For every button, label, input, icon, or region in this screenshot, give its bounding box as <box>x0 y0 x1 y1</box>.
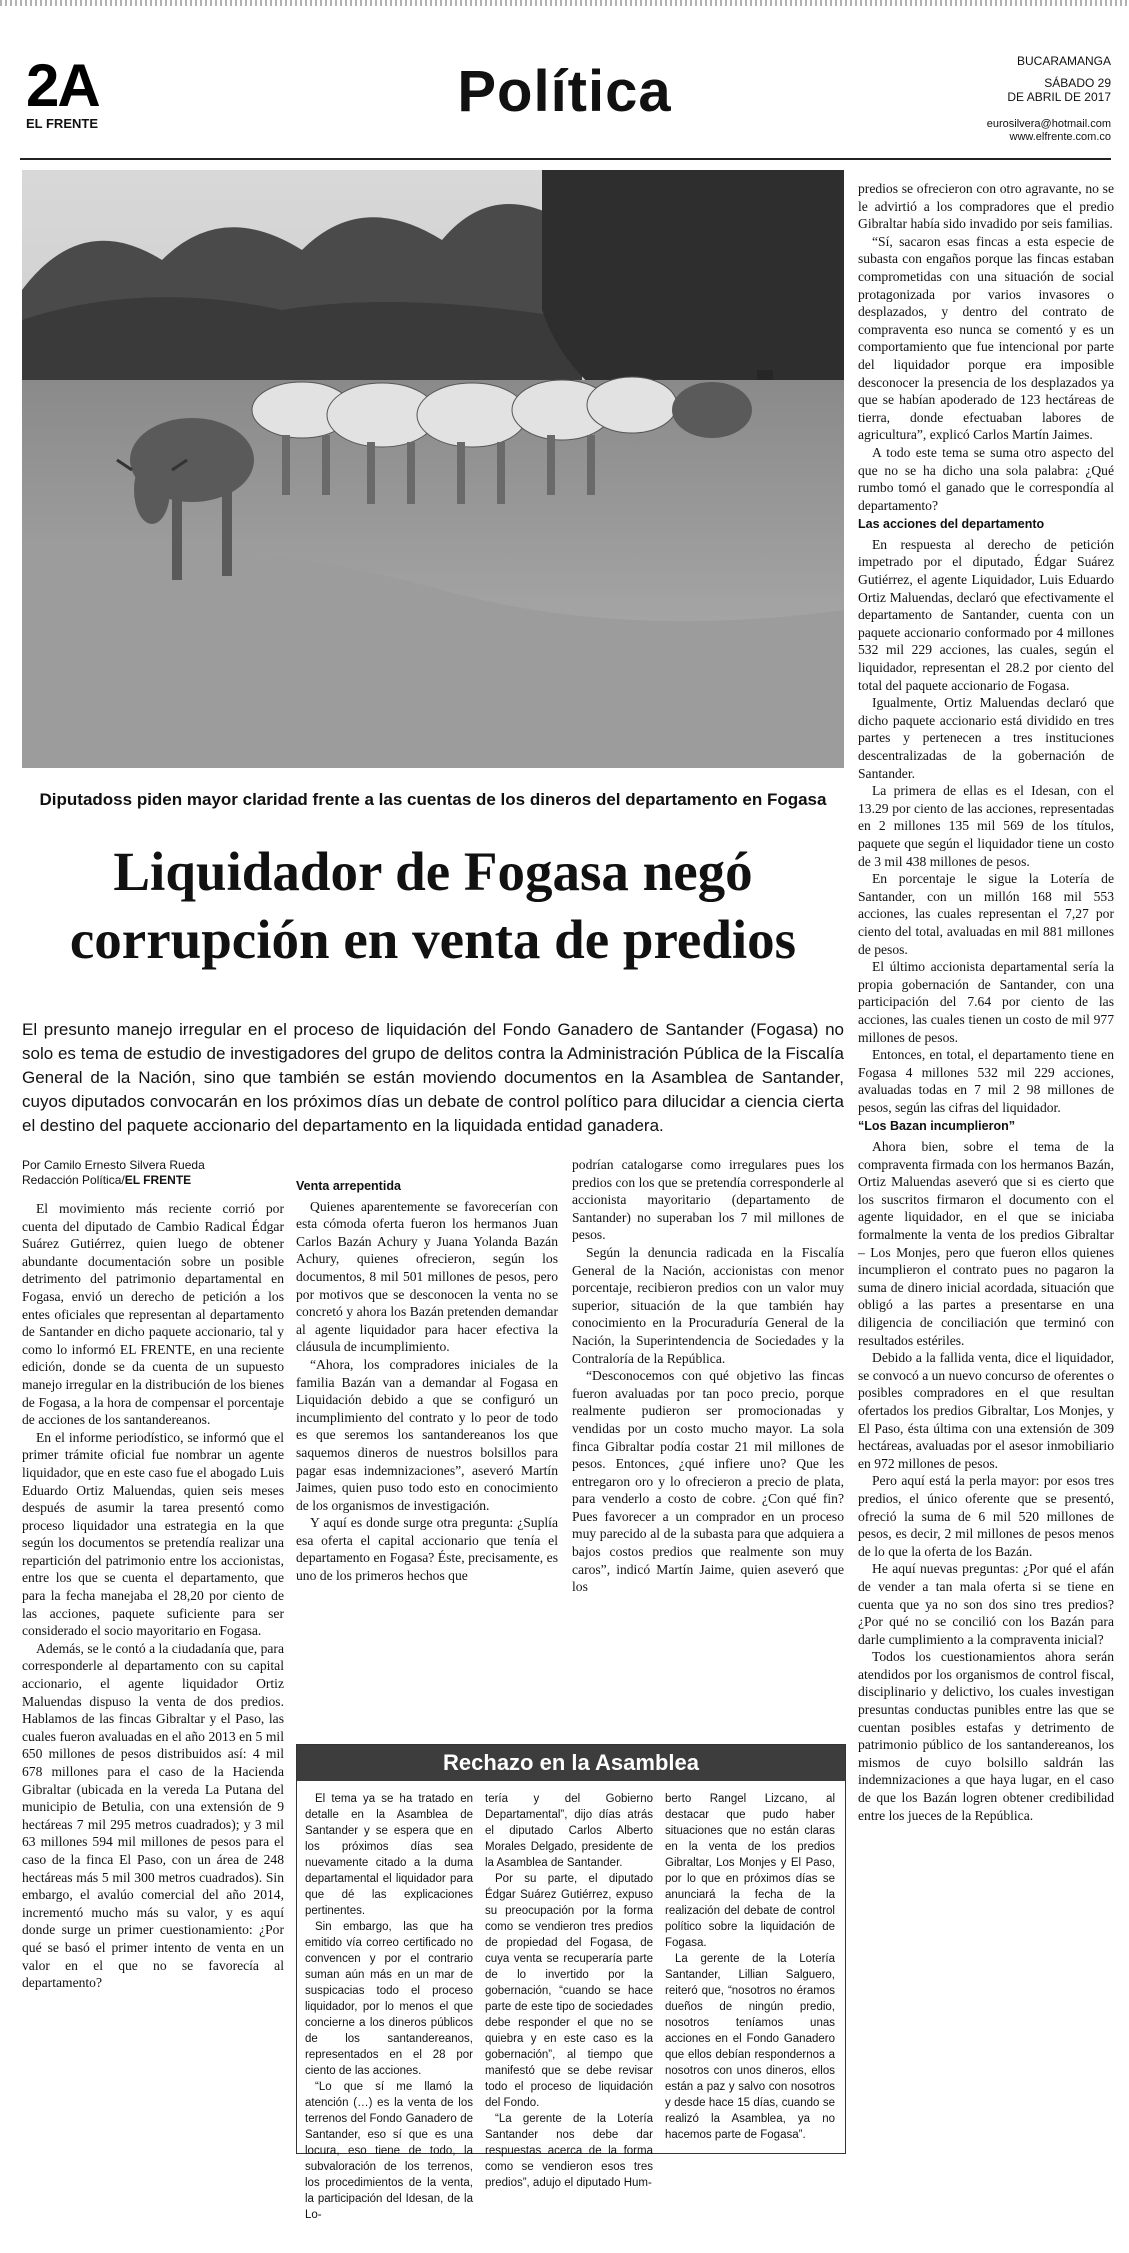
byline-paper: EL FRENTE <box>124 1173 192 1187</box>
contact-website: www.elfrente.com.co <box>1009 131 1111 143</box>
paragraph: En porcentaje le sigue la Lotería de Santander, con un millón 168 mil 553 acciones, las cuales representan el 7,27 por ciento del total, avaluadas en mil 881 millones de pesos. <box>858 871 1114 957</box>
sidebar-box <box>296 1744 846 2221</box>
paragraph: “Sí, sacaron esas fincas a esta especie de subasta con engaños porque las fincas estaban comprometidas con una situación de social protagonizada por varios invasores o desplazados, y dentro del contrato de compraventa eso nunca se comentó y es un comportamiento que fue intencional por parte del liquidador porque era imposible desconocer la presencia de los desplazados ya que se habían apoderado de 123 hectáreas de tierra, donde efectuaban labores de agricultura”, explicó Carlos Martín Jaimes. <box>858 233 1114 443</box>
article-headline: Liquidador de Fogasa negó corrupción en venta de predios <box>69 841 797 970</box>
article-column-3 <box>572 1156 844 1736</box>
paragraph: Según la denuncia radicada en la Fiscalía General de la Nación, accionistas con menor porcentaje, recibieron predios con un valor muy superior, situación de la que también hay conocimiento en la Procuraduría General de la Nación, la Superintendencia de Sociedades y la Contraloría de la República. <box>572 1244 844 1366</box>
paragraph: Todos los cuestionamientos ahora serán atendidos por los organismos de control fiscal, disciplinario y delictivo, los cuales investigan presuntas conductas punibles entre las que se cuentan posibles estafas y detrimento de patrimonio público de los santandereanos, los mismos de cuyo bolsillo saldrán las indemnizaciones a que haya lugar, en el caso de que los Bazán logren obtener credibilidad entre los jueces de la República. <box>858 1649 1114 1823</box>
paragraph: Sin embargo, las que ha emitido vía correo certificado no convencen y por el contrario suman aún más en un mar de suspicacias todo el proceso liquidador, por lo menos el que concierne a los dineros públicos de los santandereanos, representados en el 28 por ciento de las acciones. <box>305 1921 473 2077</box>
paragraph: predios se ofrecieron con otro agravante, no se le advirtió a los compradores que el predio Gibraltar había sido invadido por seis familias. <box>858 181 1114 232</box>
sidebar-column-1 <box>305 1791 473 2221</box>
paragraph: Debido a la fallida venta, dice el liquidador, se convocó a un nuevo concurso de oferentes o posibles compradores en el que resultan ofertados los predios Gibraltar, Los Monjes, y El Paso, ésta última con una extensión de 309 hectáreas, avaluadas por el asesor inmobiliario en 972 millones de pesos. <box>858 1350 1114 1471</box>
byline-desk: Redacción Política/ <box>22 1173 125 1187</box>
section-title: Política <box>457 59 672 124</box>
city: BUCARAMANGA <box>1016 54 1111 68</box>
article-lead: El presunto manejo irregular en el proceso de liquidación del Fondo Ganadero de Santander (Fogasa) no solo es tema de estudio de investigadores del grupo de delitos contra la Administración Pública de la Fiscalía General de la Nación, sino que también se están moviendo documentos en la Asamblea de Santander, cuyos diputados convocarán en los próximos días un debate de control político para dilucidar a ciencia cierta el destino del paquete accionario del departamento en la liquidada entidad ganadera. <box>22 1020 844 1135</box>
paragraph: He aquí nuevas preguntas: ¿Por qué el afán de vender a tan mala oferta si se tiene en cuenta que ya no son dos sino tres predios? ¿Por qué no se concilió con los Bazán para darle cumplimiento a la compraventa inicial? <box>858 1561 1114 1647</box>
byline <box>22 1158 205 1188</box>
paragraph: Entonces, en total, el departamento tiene en Fogasa 4 millones 532 mil 229 acciones, avaluadas todas en 7 mil 2 98 millones de pesos, según las cifras del liquidador. <box>858 1047 1114 1115</box>
header-rule <box>20 158 1111 160</box>
article-column-1 <box>22 1200 284 2120</box>
article-kicker: Diputadoss piden mayor claridad frente a las cuentas de los dineros del departamento en Fogasa <box>39 790 827 809</box>
dateline <box>1007 54 1111 104</box>
paragraph: berto Rangel Lizcano, al destacar que pudo haber situaciones que no están claras en la venta de los predios Gibraltar, Los Monjes y El Paso, por lo que en próximos días se anunciará la fecha de la realización del debate de control político sobre la liquidación de Fogasa. <box>665 1793 835 1949</box>
byline-author: Por Camilo Ernesto Silvera Rueda <box>22 1158 205 1172</box>
paragraph: “Desconocemos con qué objetivo las fincas fueron avaluadas por tan poco precio, porque realmente pudieron ser promocionadas y vendidas por un costo mucho mayor. La sola finca Gibraltar podía costar 21 mil millones de pesos. Entonces, ¿qué infiere uno? Que les entregaron oro y lo ofrecieron a precio de plata, para venderlo a costo de cobre. ¿Con qué fin? Pues favorecer a un comprador en un proceso muy parecido al de la subasta para que adquiera a bajos costos predios que realmente son muy caros”, indicó Martín Jaime, quien aseveró que los <box>572 1368 844 1595</box>
subheading-venta-arrepentida: Venta arrepentida <box>296 1179 401 1193</box>
paragraph: “Ahora, los compradores iniciales de la familia Bazán van a demandar al Fogasa en Liquidación debido a que se configuró un incumplimiento del contrato y lo peor de todo es que seremos los santandereanos los que saquemos dineros de nuestros bolsillos para pagar esas indemnizaciones”, aseveró Martín Jaimes, quien puso todo esto en conocimiento de los organismos de investigación. <box>296 1356 558 1513</box>
crop-marks <box>0 0 1129 6</box>
paragraph: Y aquí es donde surge otra pregunta: ¿Suplía esa oferta el capital accionario que tenía el departamento en Fogasa? Éste, precisamente, es uno de los primeros hechos que <box>296 1515 558 1584</box>
paragraph: Igualmente, Ortiz Maluendas declaró que dicho paquete accionario está dividido en tres partes y pertenecen a tres instituciones descentralizadas de la gobernación de Santander. <box>858 695 1114 781</box>
paragraph: Ahora bien, sobre el tema de la compraventa firmada con los hermanos Bazán, Ortiz Maluendas aseveró que si es cierto que los suscritos firmaron el documento con el agente liquidador, en el que se iniciaba formalmente la venta de los predios Gibraltar – Los Monjes, pero que fueron ellos quienes incumplieron el contrato pues no pagaron la suma de dinero inicial acordada, situación que obligó a las partes a presentarse en una diligencia de conciliación que terminó con resultados estériles. <box>858 1139 1114 1348</box>
contact-email: eurosilvera@hotmail.com <box>986 118 1111 130</box>
paragraph: El tema ya se ha tratado en detalle en la Asamblea de Santander y se espera que en los próximos días sea nuevamente citado a la duma departamental el liquidador para que dé las explicaciones pertinentes. <box>305 1793 473 1917</box>
paragraph: tería y del Gobierno Departamental”, dijo días atrás el diputado Carlos Alberto Morales Delgado, presidente de la Asamblea de Santander. <box>485 1793 653 1869</box>
subheading-acciones: Las acciones del departamento <box>858 517 1045 532</box>
contact-info <box>987 118 1111 144</box>
article-column-2 <box>296 1176 558 1736</box>
sidebar-column-2 <box>485 1791 653 2189</box>
paragraph: Pero aquí está la perla mayor: por esos tres predios, el único oferente que se presentó, ofreció la suma de 6 mil 520 millones de pesos, es decir, 2 mil millones de pesos menos de lo que la oferta de los Bazán. <box>858 1473 1114 1559</box>
paragraph: Además, se le contó a la ciudadanía que, para corresponderle al departamento con su capital accionario, el agente liquidador Ortiz Maluendas dispuso la venta de dos predios. Hablamos de las fincas Gibraltar y el Paso, las cuales fueron avaluadas en el año 2013 en 5 mil 650 millones de pesos distribuidos así: 4 mil 678 millones para el caso de la Hacienda Gibraltar (ubicada en la vereda La Putana del municipio de Betulia, con una extensión de 9 hectáreas 7 mil 295 metros cuadrados); y 3 mil 63 millones 594 mil millones de pesos para el caso de la finca El Paso, con un área de 248 hectáreas más 5 mil 300 metros cuadrados). Sin embargo, el avalúo comercial del año 2014, incrementó mucho más su valor, y es aquí donde surge un primer cuestionamiento: ¿Por qué se basó el primer intento de venta en un valor en el que no se favorecía al departamento? <box>22 1640 284 1991</box>
paragraph: El último accionista departamental sería la propia gobernación de Santander, con una participación del 7.64 por ciento de las acciones, las cuales tienen un costo de mil 977 millones de pesos. <box>858 959 1114 1045</box>
paragraph: Quienes aparentemente se favorecerían con esta cómoda oferta fueron los hermanos Juan Carlos Bazán Achury y Juana Yolanda Bazán Achury, quienes ofrecieron, según los documentos, 8 mil 501 millones de pesos, pero por motivos que se desconocen la venta no se concretó y ahora los Bazán pretenden demandar al agente liquidador para hacer efectiva la cláusula de incumplimiento. <box>296 1198 558 1355</box>
date-line-2: DE ABRIL DE 2017 <box>1007 90 1111 104</box>
paragraph: “La gerente de la Lotería Santander nos debe dar respuestas acerca de la forma como se vendieron esos tres predios”, adujo el diputado Hum- <box>485 2113 653 2189</box>
date-line-1: SÁBADO 29 <box>1044 76 1111 90</box>
sidebar-column-3 <box>665 1791 835 2141</box>
page-number: 2A <box>26 52 99 119</box>
paragraph: podrían catalogarse como irregulares pues los predios con los que se pretendía corresponderle al accionista mayoritario (departamento de Santander) no superaban los 7 mil millones de pesos. <box>572 1157 844 1243</box>
paragraph: “Lo que sí me llamó la atención (…) es la venta de los terrenos del Fondo Ganadero de Santander, eso sí que es una locura, eso tiene de todo, la subvaloración de los terrenos, los procedimientos de la venta, la participación del Idesan, de la Lo- <box>305 2081 473 2221</box>
paragraph: La primera de ellas es el Idesan, con el 13.29 por ciento de las acciones, representadas en 2 millones 135 mil 569 de los títulos, paquete que según el liquidador tiene un costo de 3 mil 438 millones de pesos. <box>858 783 1114 869</box>
subheading-bazan: “Los Bazan incumplieron” <box>858 1119 1015 1134</box>
newspaper-name: EL FRENTE <box>26 116 98 131</box>
paragraph: Por su parte, el diputado Édgar Suárez Gutiérrez, expuso su preocupación por la forma como se vendieron tres predios de propiedad del Fogasa, de cuya venta se recuperaría parte de lo invertido por la gobernación, “cuando se hace parte de este tipo de sociedades debe responder el que no se quiebra y en este caso es la gobernación”, al tiempo que manifestó que se debe revisar todo el proceso de liquidación del Fondo. <box>485 1873 653 2109</box>
paragraph: El movimiento más reciente corrió por cuenta del diputado de Cambio Radical Édgar Suárez Gutiérrez, quien luego de obtener abundante documentación sobre un posible detrimento del patrimonio departamental en Fogasa, envió un derecho de petición a los entes oficiales que representan al departamento de Santander en dicho paquete accionario, tal y como lo informó EL FRENTE, en una reciente edición, donde se da cuenta de un supuesto manejo irregular en la distribución de los bienes de Fogasa, a la hora de compensar el porcentaje de acciones de los santandereanos. <box>22 1201 284 1428</box>
cattle-photo <box>22 170 844 768</box>
paragraph: A todo este tema se suma otro aspecto del que no se ha dicho una sola palabra: ¿Qué rumbo tomó el ganado que le correspondía al departamento? <box>858 444 1114 513</box>
article-column-4 <box>858 180 1114 2160</box>
paragraph: La gerente de la Lotería Santander, Lillian Salguero, reiteró que, “nosotros no éramos dueños de ningún predio, nosotros teníamos unas acciones en el Fondo Ganadero que ellos debían respondernos a nosotros con unos dineros, ellos están a paz y salvo con nosotros y desde hace 15 días, cuando se realizó la Asamblea, ya no hacemos parte de Fogasa”. <box>665 1953 835 2141</box>
sidebar-box-title: Rechazo en la Asamblea <box>297 1745 845 1781</box>
paragraph: En respuesta al derecho de petición impetrado por el diputado, Édgar Suárez Gutiérrez, el agente Liquidador, Luis Eduardo Ortiz Maluendas, declaró que efectivamente el departamento de Santander, cuenta con un paquete accionario conformado por 4 millones 532 mil 229 acciones, las cuales, según el liquidador, representan el 28.2 por ciento del total del paquete accionario de Fogasa. <box>858 536 1114 693</box>
cattle-photo-illustration <box>22 170 844 768</box>
paragraph: En el informe periodístico, se informó que el primer trámite oficial fue nombrar un agente liquidador, que en este caso fue el abogado Luis Eduardo Ortiz Maluendas, quien seis meses después de asumir la tarea presentó como proceso liquidador una estrategia en la que según los documentos se pretendía realizar una repartición del patrimonio entre los accionistas, entre los que se cuenta el departamento, que para la fecha manejaba el 28,20 por ciento de las acciones, paquete suficiente para ser considerado el socio mayoritario en Fogasa. <box>22 1429 284 1639</box>
